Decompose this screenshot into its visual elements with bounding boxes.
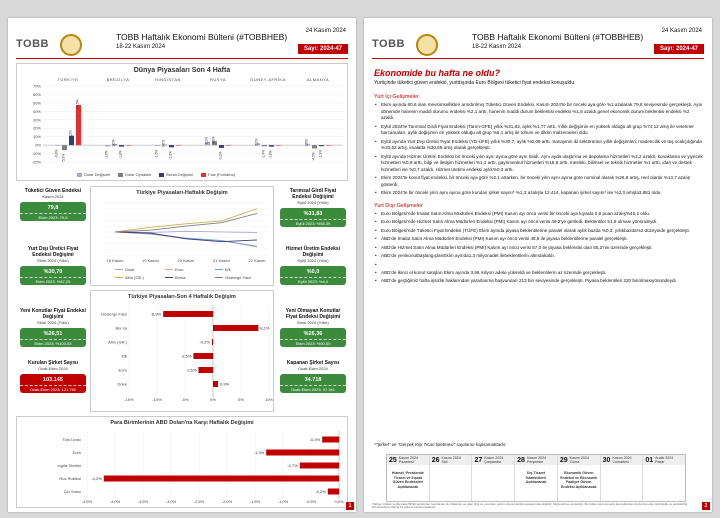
indicator-period: Ekim 2024 (Yıllık) — [37, 320, 69, 325]
data-label: 1,6% — [304, 139, 309, 147]
data-label: -1,8% — [268, 150, 273, 159]
bar — [176, 145, 181, 146]
news-bullet: • ABD'de Hizmet Satın Alma Müdürleri Endeksi (PMI) Kasım ayı öncü verisi 57,0 ile piyasa beklentisi olan 55,2'nin üzerinde gerçekleşti. — [374, 245, 704, 252]
bulletin-week-2: 18-22 Kasım 2024 — [472, 44, 522, 50]
data-label: -1,4% — [261, 149, 266, 159]
country-label: HİNDİSTAN — [155, 77, 181, 82]
news-bullet: • Ekim 2024'te konut fiyat endeksi, bir önceki aya göre %2,1 artarken, bir önceki yılın aynı ayına göre nominal olarak %26,8 artış, reel olarak %14,7 azalış gösterdi. — [374, 175, 704, 188]
bulletin-date: 24 Kasım 2024 — [305, 28, 346, 34]
news-bullet: • ABD'de ikinci el konut satışları Ekim ayında 3,96 milyon adete yükseldi ve beklentilerin az üzerinde gerçekleşti. — [374, 270, 704, 277]
indicator-value-box — [280, 374, 346, 393]
indicator-value-box — [280, 328, 346, 347]
category-label: Dolar — [117, 381, 127, 387]
bar — [212, 339, 213, 345]
legend-swatch — [115, 277, 123, 278]
legend-label: Dolar Değişimi — [84, 172, 111, 177]
bar — [55, 145, 60, 146]
category-label: Bor sa — [115, 325, 127, 331]
indicator-previous: Ekim 2023: %100,53 — [20, 339, 86, 346]
calendar-day-number: 26 — [431, 456, 440, 464]
four-week-change-chart — [90, 290, 274, 412]
news-bullet: • ABD'de yenikonutbaşlangıçlarıEkim ayında1,3 milyonadet ilebeklentilerin altındakaldı. — [374, 253, 704, 260]
bar — [219, 145, 224, 148]
data-label: -4,0% — [311, 152, 316, 161]
four-week-change-svg — [91, 301, 275, 411]
calendar-event: Dış Ticaret İstatistikleri Açıklanacak — [525, 471, 547, 484]
calendar-weekday: Perşembe — [526, 460, 544, 464]
calendar-day-header — [558, 455, 600, 465]
world-markets-title: Dünya Piyasaları Son 4 Hafta — [133, 67, 231, 74]
indicator-value: 34.718 — [304, 377, 322, 383]
data-label: -1,3% — [318, 149, 323, 159]
indicator-value: %31,83 — [303, 211, 323, 217]
calendar-weekday: Salı — [441, 460, 448, 464]
indicator-value-box — [20, 374, 86, 393]
calendar-day-meta — [612, 456, 631, 464]
legend-item — [201, 172, 235, 177]
header-divider-2 — [372, 58, 704, 59]
calendar-day-number: 01 — [645, 456, 654, 464]
news-bullet — [374, 262, 704, 268]
x-tick-label: -2,5% — [193, 499, 205, 504]
bulletin-title-2: TOBB Haftalık Ekonomi Bülteni (#TOBBHEB) — [472, 32, 644, 42]
bar — [276, 145, 281, 146]
data-label: 2,2% — [254, 138, 259, 147]
y-tick-label: -20% — [31, 159, 41, 165]
country-label: TÜRKİYE — [57, 77, 79, 82]
category-label: Türk Lirası — [62, 437, 81, 442]
data-label: 0,9% — [220, 381, 230, 387]
x-tick-label: 10% — [264, 397, 274, 402]
indicator-period: Eylül 2024 (Yıllık) — [297, 258, 329, 263]
bar — [300, 463, 339, 469]
x-tick-label: -15% — [124, 397, 134, 402]
indicator-card — [280, 308, 346, 347]
bar — [126, 145, 131, 146]
category-label: Altın (GR.) — [108, 339, 127, 345]
legend-swatch — [115, 269, 123, 270]
calendar-month: Kasım 2024 — [398, 456, 418, 460]
calendar-day-header — [472, 455, 514, 465]
legend-label: Altın (GR.) — [125, 275, 144, 280]
legend-item — [77, 172, 110, 177]
legend-item — [115, 267, 165, 272]
legend-swatch — [215, 277, 223, 278]
indicator-previous: Eylül 2023: %4,0 — [280, 277, 346, 284]
y-tick-label: 10% — [32, 134, 41, 140]
calendar-weekday: Çarşamba — [484, 460, 501, 464]
indicator-previous: Ekim 2023: %47,25 — [20, 277, 86, 284]
country-label: RUSYA — [210, 77, 226, 82]
indicator-name: Yurt Dışı Üretici Fiyat Endeksi Değişimi — [27, 246, 79, 258]
seal-icon — [416, 34, 438, 56]
bulletin-title: TOBB Haftalık Ekonomi Bülteni (#TOBBHEB) — [116, 32, 288, 42]
data-label: 1,2% — [111, 139, 116, 147]
indicator-card — [20, 188, 86, 221]
legend-swatch — [165, 269, 173, 270]
calendar-day — [387, 455, 430, 501]
calendar-day-meta — [442, 456, 461, 464]
calendar-day-meta — [570, 456, 589, 464]
bar — [213, 381, 218, 387]
x-tick-label: -4,5% — [81, 499, 93, 504]
news-bullet: • Eylül 2024'te Tarımsal Girdi Fiyat Endeksi (Tarım-GFE) yıllık %31,83, aylık %1,77 arttı. Yıllık değişimin en yüksek olduğu alt grup %74,12 artış ile veteriner harcamaları, aylık değişimin en yüksek olduğu alt grup %6,1 artış ile tohum ve dikim malzemeleri oldu. — [374, 124, 704, 137]
indicator-name: Tarımsal Girdi Fiyat Endeksi Değişimi — [289, 188, 337, 200]
issue-badge: Sayı: 2024-47 — [298, 44, 348, 54]
bar — [62, 145, 67, 150]
data-label: -0,7% — [287, 463, 298, 468]
bar — [198, 367, 213, 373]
x-tick-label: 19 Kasım — [142, 258, 159, 263]
data-label: -0,8% — [54, 149, 59, 159]
fx-change-chart — [16, 416, 348, 508]
domestic-bullets — [374, 102, 704, 197]
x-tick-label: -2,0% — [221, 499, 233, 504]
data-label: -1,0% — [154, 149, 159, 159]
calendar-day-header — [387, 455, 429, 465]
data-label: -3,5% — [180, 353, 192, 359]
indicator-period: Kasım 2024 — [42, 194, 64, 199]
category-label: Gösterge Faizi — [100, 311, 127, 317]
x-tick-label: -1,5% — [249, 499, 261, 504]
indicator-name: Yeni Olmayan Konutlar Fiyat Endeksi Değişimi — [285, 308, 341, 320]
calendar-weekday: Pazar — [655, 460, 665, 464]
bar — [312, 145, 317, 148]
calendar-day-number: 25 — [389, 456, 397, 464]
x-tick-label: 20 Kasım — [177, 258, 195, 263]
indicator-value-box — [280, 208, 346, 227]
weekly-change-svg — [91, 197, 275, 265]
weekly-change-title: Türkiye Piyasaları-Haftalık Değişim — [136, 190, 228, 196]
calendar-day-number: 30 — [602, 456, 611, 464]
bar — [213, 325, 258, 331]
x-tick-label: -10% — [152, 397, 162, 402]
country-label: GÜNEY AFRİKA — [250, 77, 286, 82]
calendar-day-meta — [484, 456, 503, 464]
legend-item — [165, 267, 215, 272]
calendar-day-number: 29 — [559, 456, 568, 464]
calendar-month: Kasım 2024 — [612, 456, 632, 460]
legend-swatch — [159, 173, 164, 177]
calendar-day — [515, 455, 558, 501]
legend-swatch — [77, 173, 82, 177]
header-divider — [16, 58, 348, 59]
legend-item — [118, 172, 151, 177]
world-markets-svg — [17, 74, 349, 174]
calendar-day-meta — [399, 456, 418, 464]
domestic-heading: Yurt İçi Gelişmeler — [374, 94, 419, 100]
x-tick-label: -3,0% — [165, 499, 177, 504]
bar — [76, 105, 81, 145]
calendar-month: Kasım 2024 — [441, 456, 461, 460]
data-label: 8,1% — [260, 325, 270, 331]
indicator-period: Eylül 2024 (Yıllık) — [297, 200, 329, 205]
news-bullet: • Eylül ayında Hizmet Üretim Endeksi bir önceki yılın aynı ayına göre aynı kaldı. Aynı ayda ulaştırma ve depolama hizmetleri %2,2 azaldı, konaklama ve yiyecek hizmetleri %0,9 arttı, bilgi ve iletişim hizmetleri %1,2 arttı, gayrimenkul hizmetleri %18,8 arttı, mesleki, bilimsel ve teknik hizmetler %1 arttı, idari ve destek hizmetleri ise %0,7 azaldı. Hizmet üretimi endeksi aylık%0,3 arttı. — [374, 154, 704, 174]
calendar-day — [601, 455, 644, 501]
category-label: €/$ — [121, 353, 127, 359]
indicator-name: Hizmet Üretim Endeksi Değişimi — [285, 246, 341, 258]
data-label: 11,2% — [68, 130, 73, 140]
x-tick-label: -5% — [181, 397, 189, 402]
indicator-value: %26,36 — [303, 331, 323, 337]
calendar-day — [643, 455, 685, 501]
category-label: İngiliz Sterlini — [57, 463, 81, 468]
data-label: 4,1% — [204, 136, 209, 145]
indicator-card — [280, 246, 346, 285]
y-tick-label: 50% — [32, 100, 41, 106]
legend-label: Dolar Oynaklık — [125, 172, 152, 177]
bar — [193, 353, 213, 359]
calendar-day — [472, 455, 515, 501]
x-tick-label: 18 Kasım — [106, 258, 124, 263]
bar — [169, 145, 174, 147]
bar — [319, 145, 324, 146]
data-label: -2,6% — [185, 367, 197, 373]
indicator-value-box — [20, 202, 86, 221]
y-tick-label: 70% — [32, 83, 41, 89]
legend-label: Euro — [175, 267, 184, 272]
news-bullet: • Euro Bölgesi'nde Tüketici Fiyat Endeksi (TÜFE) Ekim ayında piyasa beklentilerine paralel olarak aylık bazda %0,3, yıllıkbazda%2 düzeyinde gerçekleşti. — [374, 228, 704, 235]
bar — [322, 437, 339, 443]
legend-swatch — [201, 173, 206, 177]
calendar-weekday: Pazartesi — [398, 460, 414, 464]
y-tick-label: 0% — [35, 142, 41, 148]
indicator-card — [20, 360, 86, 393]
legend-item — [165, 275, 215, 280]
page-2 — [364, 18, 712, 512]
news-bullet: • ABD'de İmalat Satın Alma Müdürleri Endeksi (PMI) Kasım ayı öncü verisi 48,8 ile piyasa beklentilerine paralel gerçekleşti. — [374, 236, 704, 243]
bar — [266, 450, 339, 456]
calendar-day-number: 27 — [474, 456, 483, 464]
indicator-value: 103.145 — [43, 377, 63, 383]
calendar-day-header — [515, 455, 557, 465]
data-label: -0,3% — [309, 437, 321, 442]
bulletin-week: 18-22 Kasım 2024 — [116, 44, 166, 50]
x-tick-label: -3,5% — [137, 499, 149, 504]
indicator-name: Yeni Konutlar Fiyat Endeksi Değişimi — [20, 308, 86, 320]
page-number: 1 — [346, 502, 354, 510]
issue-badge-2: Sayı: 2024-47 — [654, 44, 704, 54]
world-markets-chart — [16, 63, 348, 181]
calendar-day-meta — [527, 456, 546, 464]
indicator-period: Ekim 2024 (Yıllık) — [37, 258, 69, 263]
calendar-weekday: Cuma — [569, 460, 580, 464]
data-label: -3,3% — [218, 151, 223, 161]
calendar-month: Aralık 2024 — [655, 456, 674, 460]
x-tick-label: -0,5% — [305, 499, 317, 504]
calendar-month: Kasım 2024 — [569, 456, 589, 460]
news-bullet: • Euro Bölgesi'nde Hizmet Satın Alma Müdürleri Endeksi (PMI) Kasım ayı öncü verisi 49,2'ye geriledi. Beklentiler 51,6 olması yönündeydi. — [374, 219, 704, 226]
calendar-day — [430, 455, 473, 501]
y-tick-label: 20% — [32, 125, 41, 131]
calendar-day-meta — [655, 456, 673, 464]
legend-swatch — [165, 277, 173, 278]
legend-item — [215, 275, 265, 280]
data-label: 47,5% — [75, 99, 80, 109]
x-tick-label: 21 Kasım — [213, 258, 230, 263]
foreign-bullets — [374, 211, 704, 285]
page-number-2: 2 — [702, 502, 710, 510]
x-tick-label: 0,0% — [334, 499, 344, 504]
logo-text-2: TOBB — [372, 38, 405, 50]
seal-icon — [60, 34, 82, 56]
indicator-previous: Eylül 2023: %56,39 — [280, 219, 346, 226]
data-label: -4,2% — [91, 476, 102, 481]
calendar-day-number: 28 — [517, 456, 525, 464]
y-tick-label: 30% — [32, 117, 41, 123]
legend-label: Borsa Değişimi — [166, 172, 194, 177]
y-tick-label: -10% — [31, 151, 41, 157]
indicator-card — [280, 188, 346, 227]
bar — [269, 145, 274, 147]
indicator-value: 79,8 — [47, 205, 59, 211]
page-1 — [8, 18, 356, 512]
category-label: Çin Yuanı — [63, 489, 81, 494]
calendar-day-header — [643, 455, 685, 465]
x-tick-label: -1,0% — [277, 499, 289, 504]
country-label: ALMANYA — [306, 77, 330, 82]
data-label: -1,6% — [104, 150, 109, 159]
calendar-event: Ekonomik Güven Endeksi ve Ekonomik Faaliyet Güven Endeksi Açıklanacak — [560, 471, 598, 489]
bar — [262, 145, 267, 146]
indicator-card — [20, 246, 86, 285]
intro-text: Yurtiçinde tüketici güven endeksi, yurtdışında Euro Bölgesi tüketici fiyat endeksi konuşuldu. — [374, 80, 576, 86]
data-label: 0,6% — [161, 139, 166, 148]
legend-item — [215, 267, 265, 272]
data-label: 4,8% — [211, 136, 216, 144]
news-bullet: • Ekim 2024'te bir önceki yılın aynı ayına göre kurulan şirket sayısı* %1,3 azalışla 12.414, kapanan şirket sayısı* ise %2,3 artışla3.881 oldu. — [374, 190, 704, 197]
category-label: Euro — [72, 450, 81, 455]
fx-change-svg — [17, 427, 349, 507]
indicator-name: Kapanan Şirket Sayısı — [286, 360, 340, 366]
country-label: BREZİLYA — [106, 77, 130, 82]
data-label: -0,2% — [199, 339, 210, 345]
calendar-month: Kasım 2024 — [526, 456, 547, 460]
legend-label: Dolar — [125, 267, 135, 272]
disclaimer: Türkiye Odalar ve Borsalar Birliği tarafından hazırlanan bu bültende yer alan bilgi ve yorumlar yatırım danışmanlığı kapsamında değildir; bilgilendirme amaçlıdır. Bu bülten kamuya açık kaynaklardan derlenmiş olup doğruluğu ve eksiksizliği konusunda herhangi bir garanti verilmemektedir. — [372, 501, 688, 510]
world-markets-legend — [77, 172, 235, 177]
legend-item — [115, 275, 165, 280]
weekly-calendar — [386, 454, 686, 502]
indicator-value: %26,51 — [43, 331, 63, 337]
indicator-name: Tüketici Güven Endeksi — [24, 188, 82, 194]
bar — [226, 145, 231, 146]
series-line — [115, 232, 257, 247]
y-tick-label: 60% — [32, 91, 41, 97]
indicator-value: %0,0 — [306, 269, 320, 275]
calendar-day-header — [430, 455, 472, 465]
data-label: -5,9% — [61, 153, 66, 163]
bar — [326, 145, 331, 146]
indicator-previous: Ocak-Ekim 2023: 121.760 — [20, 385, 86, 392]
four-week-change-title: Türkiye Piyasaları-Son 4 Haftalık Değişim — [128, 294, 236, 300]
indicator-period: Ocak-Ekim 2024 — [38, 366, 68, 371]
indicator-previous: Ekim 2023: 79,6 — [20, 213, 86, 220]
data-label: -1,8% — [118, 150, 123, 159]
legend-label: Faiz (Fonlama) — [208, 172, 236, 177]
indicator-name: Kurulan Şirket Sayısı — [27, 360, 79, 366]
footnote: *"Şirket" ve "Gerçek Kişi Ticari İşletmesi" sayılarını kapsamaktadır. — [374, 442, 507, 447]
calendar-day — [558, 455, 601, 501]
logo-text: TOBB — [16, 38, 49, 50]
bar — [104, 476, 339, 482]
indicator-value-box — [280, 266, 346, 285]
calendar-weekday: Cumartesi — [612, 460, 629, 464]
indicator-card — [20, 308, 86, 347]
bar — [105, 145, 110, 146]
x-tick-label: -4,0% — [109, 499, 121, 504]
weekly-change-chart — [90, 186, 274, 286]
news-bullet: • ABD'de geçtiğimiz hafta işsizlik haklarından yararlanma başvuruları 213 bin seviyesinde gerçekleşti. Piyasa beklentileri 220 binolmasıyönündeydi. — [374, 278, 704, 285]
data-label: -8,9% — [150, 311, 162, 317]
bar — [155, 145, 160, 146]
indicator-period: Ocak-Ekim 2024 — [298, 366, 328, 371]
legend-swatch — [215, 269, 223, 270]
bar — [328, 489, 339, 495]
calendar-month: Kasım 2024 — [484, 456, 504, 460]
legend-swatch — [118, 173, 123, 177]
indicator-card — [280, 360, 346, 393]
data-label: -2,6% — [168, 150, 173, 160]
x-tick-label: 22 Kasım — [248, 258, 266, 263]
x-tick-label: 5% — [238, 397, 244, 402]
indicator-value: %30,70 — [43, 269, 63, 275]
bulletin-date-2: 24 Kasım 2024 — [661, 28, 702, 34]
indicator-previous: Ocak-Ekim 2023: 37.341 — [280, 385, 346, 392]
indicator-value-box — [20, 266, 86, 285]
news-bullet: • Euro Bölgesi'nde İmalat Satın Alma Müdürleri Endeksi (PMI) Kasım ayı öncü verisi bir önceki aya kıyasla 0,8 puan azalış%45,2 oldu. — [374, 211, 704, 218]
y-tick-label: 40% — [32, 108, 41, 114]
indicator-period: Ekim 2024 (Yıllık) — [297, 320, 329, 325]
weekly-change-legend — [115, 267, 265, 280]
section-heading: Ekonomide bu hafta ne oldu? — [374, 68, 500, 78]
calendar-event: Hizmet, Perakende Ticaret ve İnşaat Güven Endeksleri Açıklanacak — [391, 471, 424, 489]
legend-label: Gösterge Faizi — [225, 275, 252, 280]
legend-item — [159, 172, 193, 177]
legend-label: €/$ — [225, 267, 231, 272]
news-body — [374, 92, 704, 285]
legend-label: Borsa — [175, 275, 186, 280]
news-bullet: • Eylül ayında Yurt Dışı Üretici Fiyat Endeksi (YD-ÜFE) yıllık %30,7, aylık %0,09 arttı. Sanayinin iki sektörünün yıllık değişimleri; madencilik ve taş ocakçılığında %33,52 artış, imalatta %30,65 artış olarak gerçekleşti. — [374, 139, 704, 152]
category-label: Rus Rublesi — [59, 476, 81, 481]
indicator-previous: Ekim 2023: %90,50 — [280, 339, 346, 346]
indicator-value-box — [20, 328, 86, 347]
calendar-day-header — [601, 455, 643, 465]
data-label: -1,3% — [253, 450, 265, 455]
bar — [119, 145, 124, 147]
x-tick-label: 0% — [210, 397, 216, 402]
fx-change-title: Para Birimlerinin ABD Doları'na Karşı Haftalık Değişimi — [110, 420, 254, 426]
data-label: -0,2% — [315, 489, 326, 494]
bar — [163, 311, 213, 317]
category-label: Euro — [118, 367, 127, 373]
foreign-heading: Yurt Dışı Gelişmeler — [374, 202, 423, 209]
news-bullet: • Ekim ayında 80,6 olan mevsimsellikten arındırılmış Tüketici Güven Endeksi, Kasım 2024'te bir önceki aya göre %1 azalarak 79,8 seviyesinde gerçekleşti. Aynı dönemde hanenin maddi durumu endeksi %2,1 arttı, hanenin maddi durum beklentisi endeksi %1,8 azaldı,genel ekonomik durum beklentisi endeksi %2 azaldı. — [374, 102, 704, 122]
